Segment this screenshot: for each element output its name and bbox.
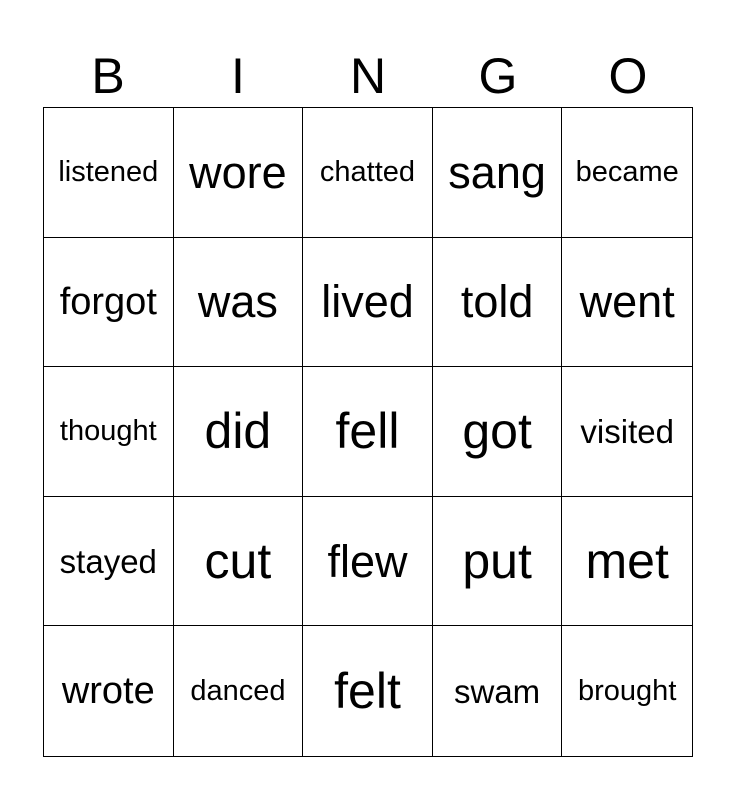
header-letter-i: I	[231, 48, 245, 104]
bingo-cell: swam	[433, 626, 563, 756]
bingo-cell: chatted	[303, 108, 433, 238]
bingo-cell: told	[433, 238, 563, 368]
bingo-cell: stayed	[44, 497, 174, 627]
bingo-cell: went	[562, 238, 692, 368]
header-letter-o: O	[608, 48, 648, 104]
header-letter-b: B	[91, 48, 125, 104]
bingo-cell: listened	[44, 108, 174, 238]
bingo-cell: sang	[433, 108, 563, 238]
header-letter-n: N	[349, 48, 387, 104]
bingo-cell: wrote	[44, 626, 174, 756]
bingo-cell: flew	[303, 497, 433, 627]
bingo-cell: brought	[578, 674, 677, 707]
bingo-cell: became	[562, 108, 692, 238]
bingo-cell: was	[174, 238, 304, 368]
bingo-cell: felt	[303, 626, 433, 756]
bingo-cell: met	[562, 497, 692, 627]
bingo-cell: visited	[562, 367, 692, 497]
bingo-cell: danced	[174, 626, 304, 756]
bingo-cell: thought	[44, 367, 174, 497]
bingo-board	[43, 107, 693, 757]
bingo-cell: forgot	[44, 238, 174, 368]
bingo-cell: did	[174, 367, 304, 497]
bingo-cell: fell	[303, 367, 433, 497]
bingo-cell: lived	[303, 238, 433, 368]
bingo-cell: cut	[174, 497, 304, 627]
bingo-cell: wore	[174, 108, 304, 238]
bingo-cell: got	[433, 367, 563, 497]
bingo-cell: put	[433, 497, 563, 627]
header-letter-g: G	[478, 48, 518, 104]
bingo-header	[43, 48, 693, 104]
